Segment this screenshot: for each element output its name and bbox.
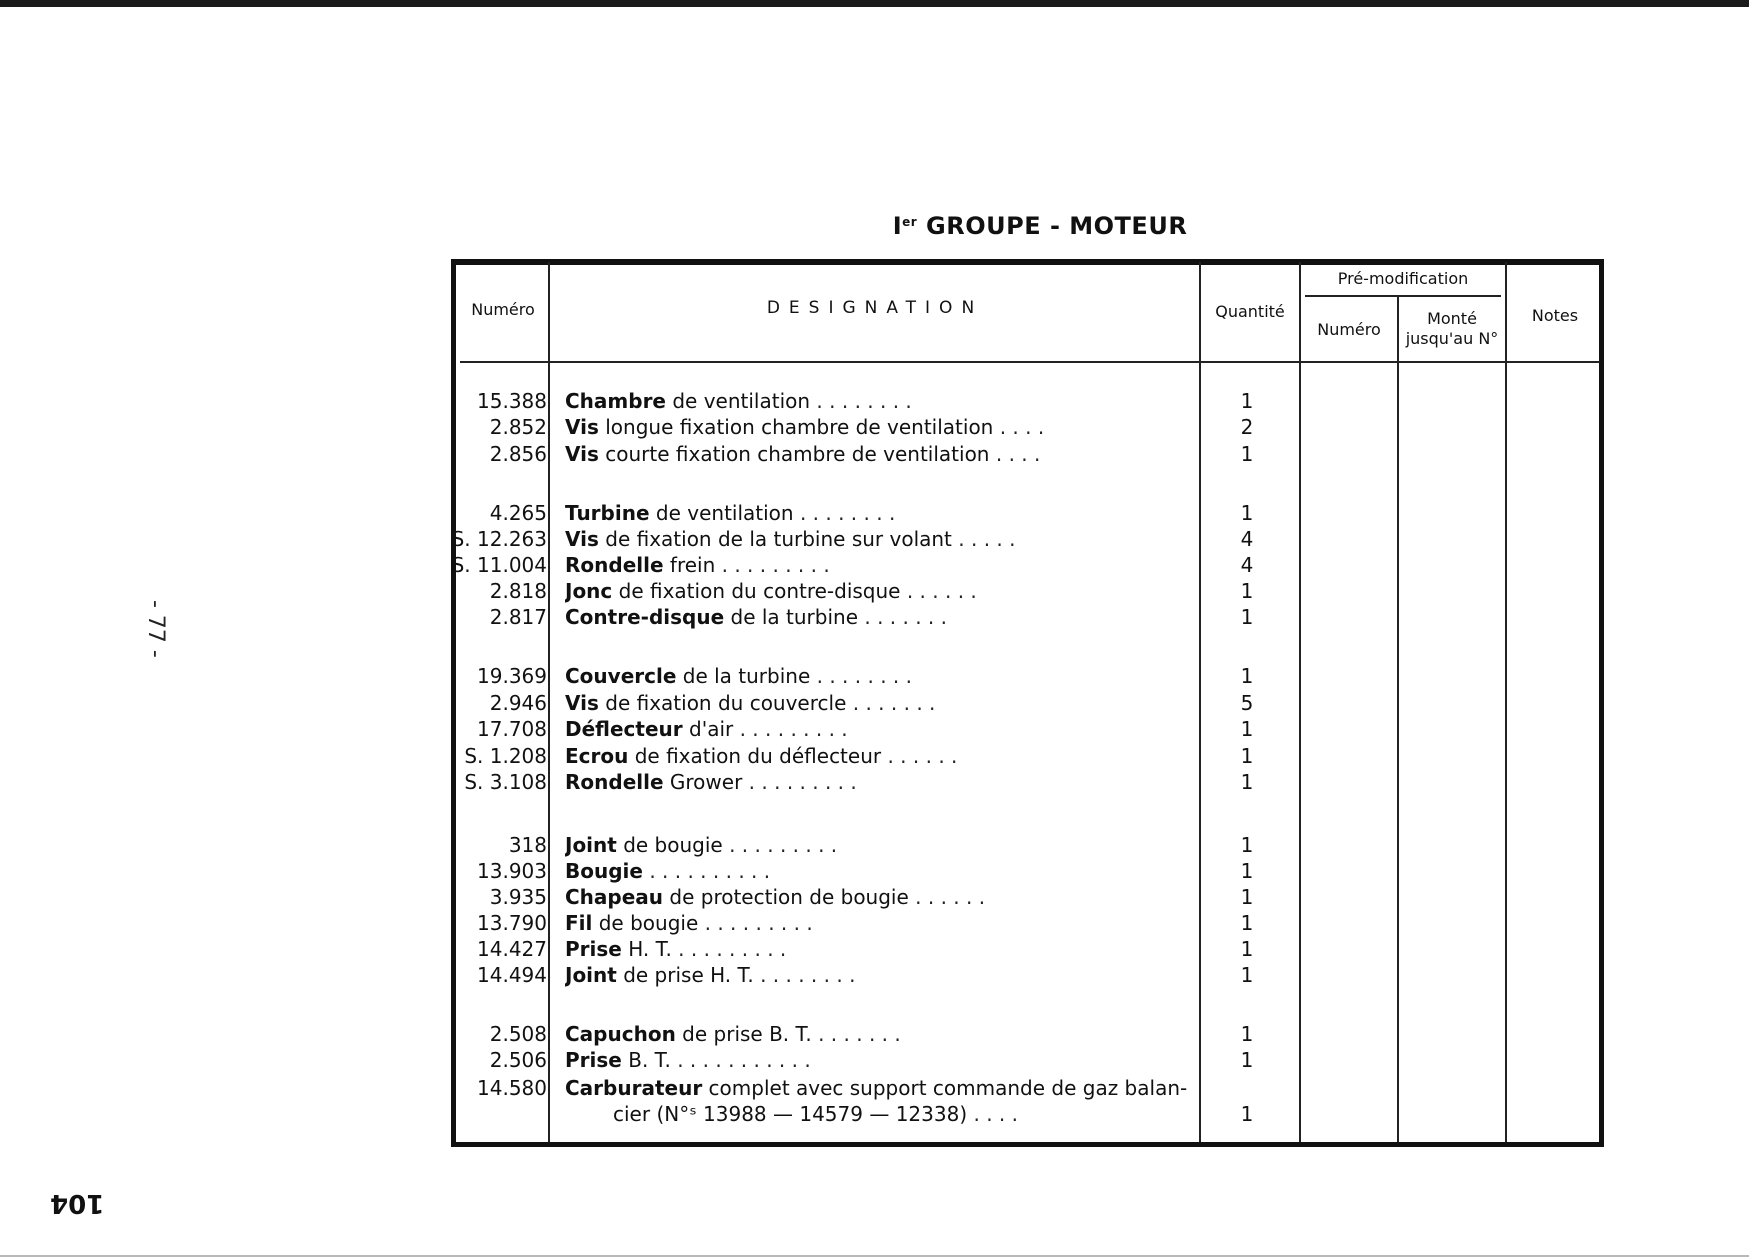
part-number: 2.856: [489, 442, 547, 466]
part-quantity: 1: [1240, 389, 1254, 413]
part-number: 14.427: [477, 937, 547, 961]
part-number: 2.852: [489, 415, 547, 439]
part-number: 2.818: [489, 579, 547, 603]
table-row: [0, 663, 1749, 689]
leader-dots: . . . . . . . .: [810, 389, 912, 413]
top-border: [0, 0, 1749, 7]
part-designation: Vis courte fixation chambre de ventilation . . . .: [565, 442, 1041, 466]
part-number: S. 12.263: [451, 527, 547, 551]
leader-dots: . . . . .: [951, 527, 1016, 551]
table-row: [0, 690, 1749, 716]
table-row: [0, 1047, 1749, 1073]
table-row: [0, 910, 1749, 936]
part-number: 15.388: [477, 389, 547, 413]
side-page-number: - 77 -: [143, 600, 168, 658]
part-quantity: 1: [1240, 937, 1254, 961]
part-number: 14.494: [477, 963, 547, 987]
part-quantity: 1: [1240, 885, 1254, 909]
header-rule: [460, 361, 1600, 363]
table-row: [0, 604, 1749, 630]
part-number: 13.903: [477, 859, 547, 883]
part-quantity: 1: [1240, 833, 1254, 857]
part-designation: Couvercle de la turbine . . . . . . . .: [565, 664, 912, 688]
leader-dots: . . . . . .: [908, 885, 986, 909]
part-quantity: 1: [1240, 859, 1254, 883]
table-row: [0, 441, 1749, 467]
part-designation: Vis de fixation de la turbine sur volant . . . . .: [565, 527, 1016, 551]
part-designation: Chambre de ventilation . . . . . . . .: [565, 389, 912, 413]
part-designation: Joint de bougie . . . . . . . . .: [565, 833, 838, 857]
table-row: [0, 858, 1749, 884]
part-designation: Vis longue fixation chambre de ventilation . . . .: [565, 415, 1045, 439]
part-number: 19.369: [477, 664, 547, 688]
part-quantity: 1: [1240, 664, 1254, 688]
header-numero: Numéro: [471, 300, 535, 319]
leader-dots: . . . . . . . . . . .: [670, 1048, 811, 1072]
part-number: 2.946: [489, 691, 547, 715]
part-quantity: 1: [1240, 770, 1254, 794]
premodif-rule: [1305, 295, 1501, 297]
part-designation: Déflecteur d'air . . . . . . . . .: [565, 717, 848, 741]
part-number: S. 3.108: [464, 770, 547, 794]
part-designation: Chapeau de protection de bougie . . . . . .: [565, 885, 986, 909]
part-designation: Turbine de ventilation . . . . . . . .: [565, 501, 896, 525]
part-number: 2.508: [489, 1022, 547, 1046]
table-row: [0, 743, 1749, 769]
part-designation: Ecrou de fixation du déflecteur . . . . . .: [565, 744, 958, 768]
part-designation: Joint de prise H. T. . . . . . . . .: [565, 963, 856, 987]
table-row: [0, 552, 1749, 578]
leader-dots: . . . . . . . . .: [733, 717, 848, 741]
part-designation: Prise B. T. . . . . . . . . . . .: [565, 1048, 811, 1072]
part-quantity: 1: [1240, 1048, 1254, 1072]
table-row: [0, 832, 1749, 858]
part-quantity: 1: [1240, 605, 1254, 629]
table-row: [0, 1021, 1749, 1047]
part-quantity: 1: [1240, 963, 1254, 987]
part-number: 13.790: [477, 911, 547, 935]
part-number: 2.817: [489, 605, 547, 629]
page-title: Ier GROUPE - MOTEUR: [892, 212, 1188, 240]
leader-dots: . . . . . . . . .: [698, 911, 813, 935]
part-quantity: 1: [1240, 442, 1254, 466]
part-designation: Vis de fixation du couvercle . . . . . . .: [565, 691, 936, 715]
part-designation: Jonc de fixation du contre-disque . . . . . .: [565, 579, 977, 603]
table-row: [0, 388, 1749, 414]
part-quantity: 5: [1240, 691, 1254, 715]
part-quantity: 1: [1240, 579, 1254, 603]
header-designation: DESIGNATION: [766, 298, 984, 318]
leader-dots: . . . . . .: [900, 579, 977, 603]
leader-dots: . . . . . . . . .: [742, 770, 857, 794]
leader-dots: . . . .: [993, 415, 1045, 439]
table-row: [0, 526, 1749, 552]
leader-dots: . . . . . . . . . .: [642, 859, 771, 883]
part-quantity: 4: [1240, 553, 1254, 577]
part-designation: Capuchon de prise B. T. . . . . . . .: [565, 1022, 901, 1046]
leader-dots: . . . . . . . .: [810, 664, 912, 688]
table-row: [0, 769, 1749, 795]
leader-dots: . . . . . . .: [811, 1022, 901, 1046]
table-row: [0, 884, 1749, 910]
page-number: 104: [50, 1188, 105, 1218]
leader-dots: . . . . . . .: [846, 691, 936, 715]
table-row: [0, 578, 1749, 604]
table-row: [0, 414, 1749, 440]
part-designation: Contre-disque de la turbine . . . . . . .: [565, 605, 948, 629]
part-number: S. 1.208: [464, 744, 547, 768]
part-number: 318: [508, 833, 547, 857]
part-quantity: 2: [1240, 415, 1254, 439]
header-quantite: Quantité: [1215, 302, 1285, 321]
part-designation: Rondelle Grower . . . . . . . . .: [565, 770, 857, 794]
part-designation: Prise H. T. . . . . . . . . .: [565, 937, 787, 961]
part-number: 2.506: [489, 1048, 547, 1072]
part-quantity: 4: [1240, 527, 1254, 551]
table-row: [0, 1075, 1749, 1126]
part-number: 17.708: [477, 717, 547, 741]
part-designation: Rondelle frein . . . . . . . . .: [565, 553, 830, 577]
table-row: [0, 716, 1749, 742]
leader-dots: . . . .: [989, 442, 1041, 466]
part-designation: Fil de bougie . . . . . . . . .: [565, 911, 813, 935]
part-quantity: 1: [1240, 1102, 1254, 1126]
table-row: [0, 962, 1749, 988]
leader-dots: . . . .: [967, 1102, 1018, 1126]
part-quantity: 1: [1240, 911, 1254, 935]
header-notes: Notes: [1531, 306, 1579, 325]
part-quantity: 1: [1240, 717, 1254, 741]
leader-dots: . . . . . . . .: [793, 501, 896, 525]
table-row: [0, 936, 1749, 962]
header-monte: Monté jusqu'au N°: [1405, 309, 1499, 348]
part-number: S. 11.004: [451, 553, 547, 577]
part-number: 14.580: [477, 1076, 547, 1100]
part-number: 4.265: [489, 501, 547, 525]
leader-dots: . . . . . . . . .: [722, 833, 838, 857]
part-number: 3.935: [489, 885, 547, 909]
leader-dots: . . . . . . . . .: [715, 553, 830, 577]
part-quantity: 1: [1240, 1022, 1254, 1046]
header-premodification: Pré-modification: [1337, 269, 1469, 288]
part-designation: Carburateur complet avec support commande de gaz balan- cier (N°ˢ 13988 — 14579 — 12338) . . . .: [565, 1076, 1188, 1126]
part-quantity: 1: [1240, 744, 1254, 768]
bottom-border: [0, 1255, 1749, 1257]
leader-dots: . . . . . . . . .: [671, 937, 787, 961]
leader-dots: . . . . . .: [881, 744, 958, 768]
table-row: [0, 500, 1749, 526]
part-designation: Bougie . . . . . . . . . .: [565, 859, 771, 883]
leader-dots: . . . . . . .: [858, 605, 948, 629]
part-quantity: 1: [1240, 501, 1254, 525]
header-premodif-numero: Numéro: [1317, 320, 1381, 339]
leader-dots: . . . . . . . .: [753, 963, 856, 987]
